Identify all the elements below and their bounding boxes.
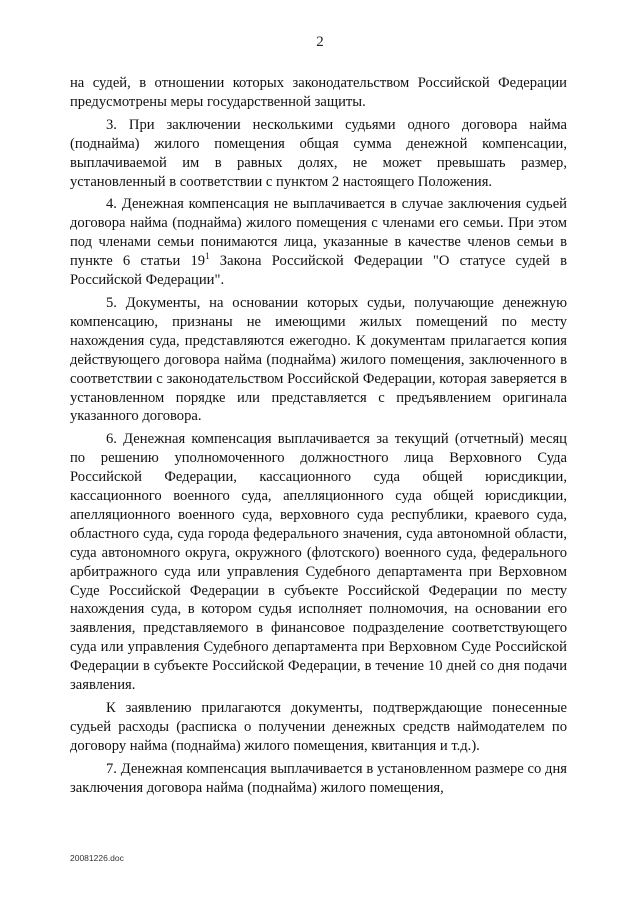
paragraph-4-text: 4. Денежная компенсация не выплачивается в случае заключения судьей договора найма (поднайма) жилого помещения с членами его семьи. При этом под членами семьи понимаются лица, указанные в качестве членов семьи в пункте 6 статьи 19 xyxy=(70,196,567,270)
paragraph-6-attachments: К заявлению прилагаются документы, подтверждающие понесенные судьей расходы (расписка о получении денежных средств наймодателем по договору найма (поднайма) жилого помещения, квитанция и т.д.). xyxy=(70,700,567,754)
document-body xyxy=(70,74,567,802)
paragraph-4 xyxy=(70,195,567,290)
paragraph-5: 5. Документы, на основании которых судьи, получающие денежную компенсацию, признаны не имеющими жилых помещений по месту нахождения суда, представляются ежегодно. К документам прилагается копия действующего договора найма (поднайма) жилого помещения, заключенного в соответствии с законодательством Российской Федерации, которая заверяется в установленном порядке или представляется с предъявлением оригинала указанного договора. xyxy=(70,294,567,425)
paragraph-7: 7. Денежная компенсация выплачивается в установленном размере со дня заключения договора найма (поднайма) жилого помещения, xyxy=(70,760,567,796)
paragraph-3: 3. При заключении несколькими судьями одного договора найма (поднайма) жилого помещения общая сумма денежной компенсации, выплачиваемой им в равных долях, не может превышать размер, установленный в соответствии с пунктом 2 настоящего Положения. xyxy=(70,116,567,190)
page-number: 2 xyxy=(316,34,324,50)
paragraph-4-text-end: Закона Российской Федерации "О статусе судей в Российской Федерации". xyxy=(70,253,567,289)
paragraph-6: 6. Денежная компенсация выплачивается за текущий (отчетный) месяц по решению уполномоченного должностного лица Верховного Суда Российской Федерации, кассационного суда общей юрисдикции, кассационного военного суда, апелляционного суда общей юрисдикции, апелляционного военного суда, верховного суда республики, краевого суда, областного суда, суда города федерального значения, суда автономной области, суда автономного округа, окружного (флотского) военного суда, федерального арбитражного суда или управления Судебного департамента при Верховном Суде Российской Федерации в субъекте Российской Федерации по месту нахождения суда, в котором судья исполняет полномочия, на основании его заявления, представляемого в финансовое подразделение соответствующего суда или управления Судебного департамента при Верховном Суде Российской Федерации в субъекте Российской Федерации, в течение 10 дней со дня подачи заявления. xyxy=(70,431,567,694)
paragraph-continuation: на судей, в отношении которых законодательством Российской Федерации предусмотрены меры государственной защиты. xyxy=(70,75,567,110)
file-name-footer: 20081226.doc xyxy=(70,853,124,863)
article-superscript: 1 xyxy=(205,251,210,262)
